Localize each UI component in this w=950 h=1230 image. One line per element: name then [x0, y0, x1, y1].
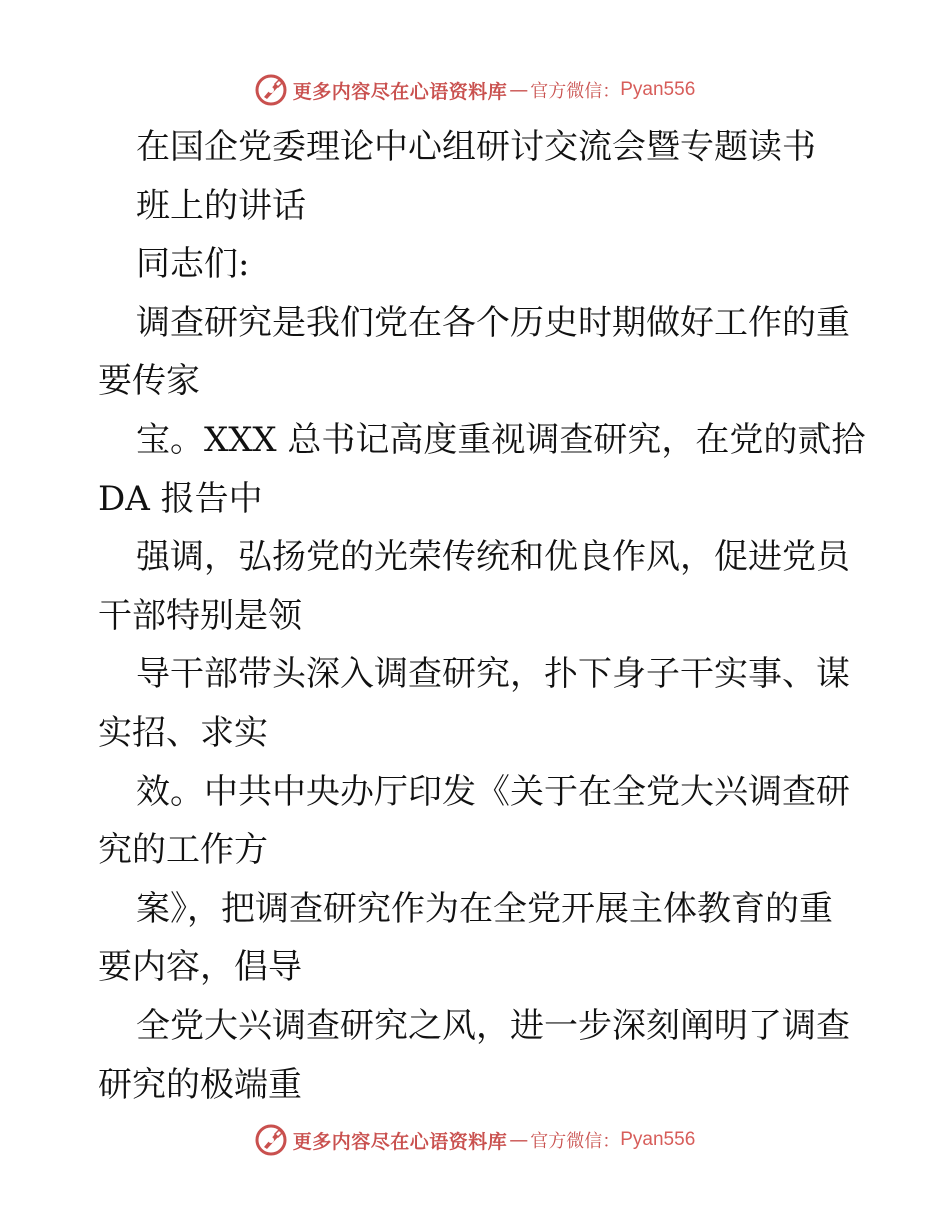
footer-banner [0, 1120, 950, 1160]
paragraph-line: 研究的极端重 [98, 1064, 302, 1105]
banner-wechat-id: Pyan556 [620, 1129, 696, 1150]
document-body [98, 118, 866, 1114]
banner-separator: — [509, 1129, 529, 1151]
paragraph-line: 案》，把调查研究作为在全党开展主体教育的重 [136, 888, 833, 929]
banner-wechat-id: Pyan556 [620, 79, 696, 100]
header-banner [0, 70, 950, 110]
paragraph-line: 全党大兴调查研究之风，进一步深刻阐明了调查 [136, 1005, 850, 1046]
banner-wechat-label: 官方微信： [530, 81, 621, 102]
paragraph-line: 强调，弘扬党的光荣传统和优良作风，促进党员 [136, 537, 850, 578]
paragraph-line: 干部特别是领 [98, 595, 302, 636]
paragraph-line: 宝。XXX 总书记高度重视调查研究，在党的贰拾 [136, 419, 866, 460]
banner-text: 更多内容尽在心语资料库 [292, 80, 508, 103]
paragraph-line: 究的工作方 [98, 830, 268, 871]
banner-wechat-label: 官方微信： [530, 1131, 621, 1152]
title-line-1: 在国企党委理论中心组研讨交流会暨专题读书 [136, 127, 816, 167]
paragraph-line: 调查研究是我们党在各个历史时期做好工作的重 [136, 302, 850, 343]
title-line-2: 班上的讲话 [136, 185, 306, 226]
banner-text: 更多内容尽在心语资料库 [292, 1130, 508, 1153]
paragraph-line: 要传家 [98, 361, 200, 402]
paragraph-line: 导干部带头深入调查研究，扑下身子干实事、谋 [136, 654, 850, 695]
paragraph-line: 效。中共中央办厅印发《关于在全党大兴调查研 [136, 771, 850, 812]
paragraph-line: 实招、求实 [98, 712, 268, 753]
salutation: 同志们: [136, 244, 250, 285]
banner-separator: — [509, 79, 529, 101]
paragraph-line: 要内容，倡导 [98, 947, 302, 988]
paragraph-line: DA 报告中 [98, 478, 263, 519]
pen-logo-icon [255, 74, 287, 106]
pen-logo-icon [255, 1124, 287, 1156]
